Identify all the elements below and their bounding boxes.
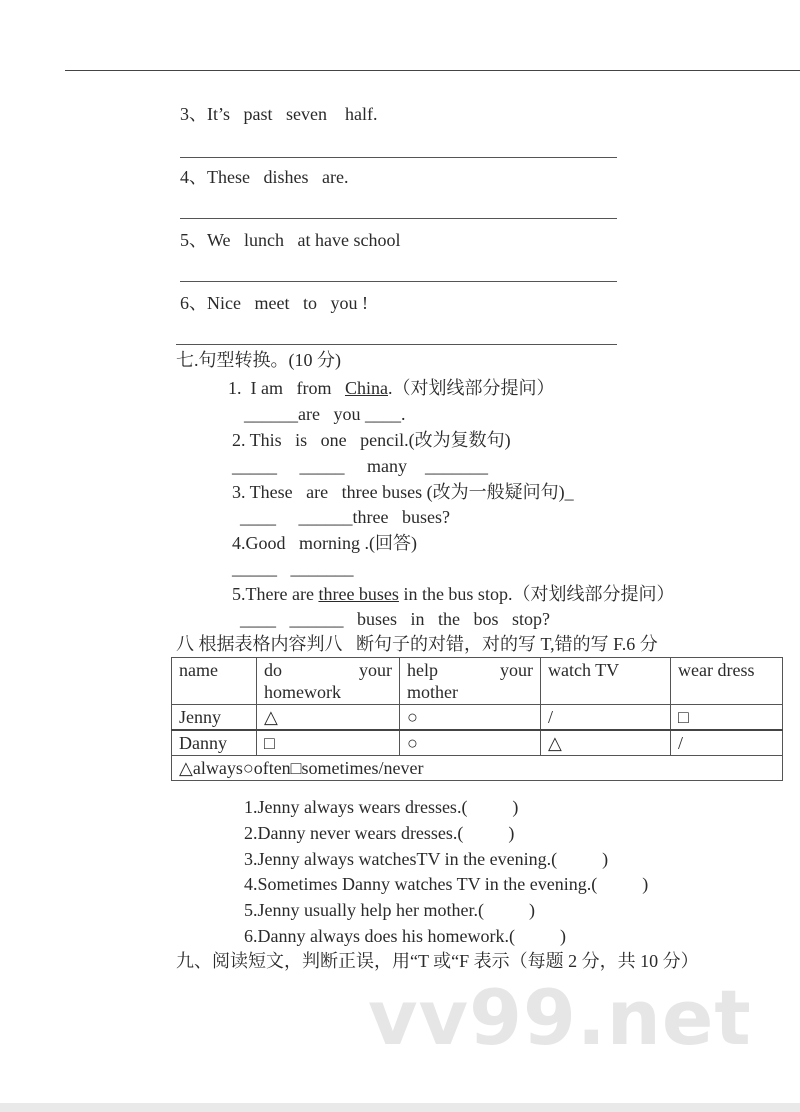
q5-underlined: three buses <box>318 584 399 604</box>
section7-title: 七.句型转换。(10 分) <box>176 350 341 370</box>
cell: △ <box>541 730 671 756</box>
table-row <box>172 705 783 731</box>
cell: Danny <box>172 730 257 756</box>
s6-item-4: 4、These dishes are. <box>180 167 349 187</box>
s6-item-3: 3、It’s past seven half. <box>180 104 378 124</box>
q5-instruction: in the bus stop.（对划线部分提问） <box>398 584 675 604</box>
cell: / <box>671 730 783 756</box>
s7-q1-answer: ______are you ____. <box>244 404 406 424</box>
header-text: do <box>264 660 282 680</box>
q1-text: 1. I am from <box>228 378 345 398</box>
cell: □ <box>671 705 783 731</box>
header-help <box>400 658 541 705</box>
legend: △always○often□sometimes/never <box>172 756 783 781</box>
s7-q2-answer: _____ _____ many _______ <box>232 456 488 476</box>
s6-item-5: 5、We lunch at have school <box>180 230 401 250</box>
section9-title: 九、阅读短文，判断正误，用“T 或“F 表示（每题 2 分，共 10 分） <box>176 951 699 971</box>
bottom-strip <box>0 1103 800 1112</box>
q5-text: 5.There are <box>232 584 319 604</box>
header-text: your <box>500 660 533 680</box>
header-text: homework <box>264 682 341 702</box>
header-text: your <box>359 660 392 680</box>
cell: △ <box>257 705 400 731</box>
s6-item-6: 6、Nice meet to you ! <box>180 293 368 313</box>
header-tv: watch TV <box>541 658 671 705</box>
s7-q4-answer: _____ _______ <box>232 558 354 578</box>
cell: Jenny <box>172 705 257 731</box>
s7-q2: 2. This is one pencil.(改为复数句) <box>232 430 511 450</box>
s8-question: 6.Danny always does his homework.( ) <box>244 926 566 946</box>
watermark: vv99.net <box>368 973 752 1062</box>
legend-row <box>172 756 783 781</box>
answer-line <box>180 281 617 282</box>
s8-question: 3.Jenny always watchesTV in the evening.( ) <box>244 849 609 869</box>
header-text: help <box>407 660 438 680</box>
answer-line <box>180 157 617 158</box>
s8-question: 4.Sometimes Danny watches TV in the evening.( ) <box>244 874 649 894</box>
header-homework <box>257 658 400 705</box>
cell: / <box>541 705 671 731</box>
header-dress: wear dress <box>671 658 783 705</box>
section8-title: 八 根据表格内容判八 断句子的对错，对的写 T,错的写 F.6 分 <box>176 634 658 654</box>
cell: ○ <box>400 705 541 731</box>
top-rule <box>65 70 800 71</box>
header-name: name <box>172 658 257 705</box>
answer-line <box>176 344 617 345</box>
s8-question: 5.Jenny usually help her mother.( ) <box>244 900 535 920</box>
s8-question: 2.Danny never wears dresses.( ) <box>244 823 515 843</box>
s7-q5-answer: ____ ______ buses in the bos stop? <box>240 609 550 629</box>
header-text: mother <box>407 682 458 702</box>
q1-underlined: China <box>344 378 388 398</box>
s7-q1 <box>228 378 554 399</box>
s7-q3: 3. These are three buses (改为一般疑问句)_ <box>232 482 574 502</box>
frequency-table <box>171 657 783 781</box>
table-row <box>172 730 783 756</box>
cell: ○ <box>400 730 541 756</box>
table-header-row <box>172 658 783 705</box>
s7-q5 <box>232 584 674 605</box>
answer-line <box>180 218 617 219</box>
s7-q3-answer: ____ ______three buses? <box>240 507 450 527</box>
q1-instruction: .（对划线部分提问） <box>387 378 555 398</box>
cell: □ <box>257 730 400 756</box>
s8-question: 1.Jenny always wears dresses.( ) <box>244 797 519 817</box>
s7-q4: 4.Good morning .(回答) <box>232 533 417 553</box>
